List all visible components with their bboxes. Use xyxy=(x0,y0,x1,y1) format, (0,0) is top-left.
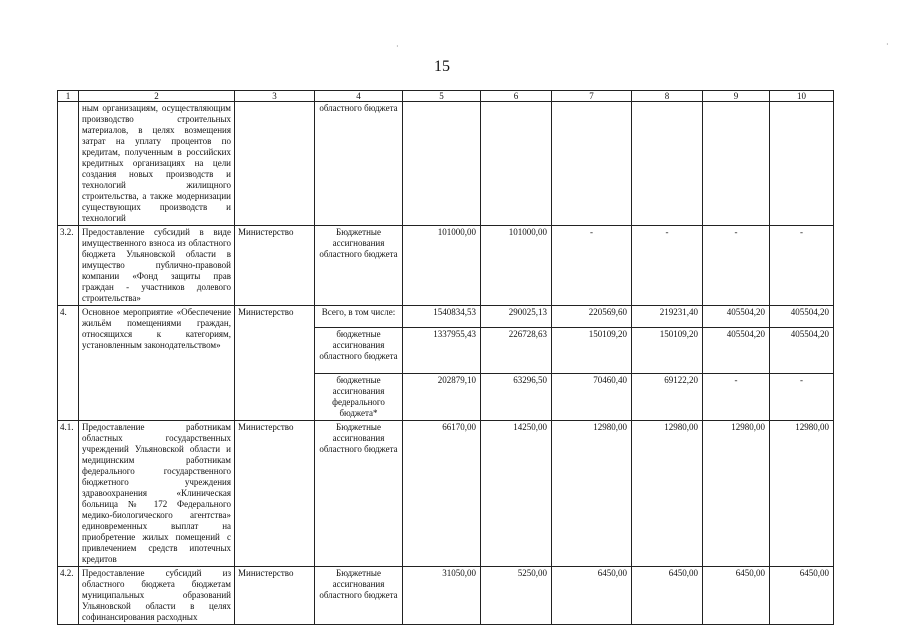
value-cell: 405504,20 xyxy=(703,306,770,328)
table-row xyxy=(58,306,834,328)
row-funding-source: Бюджетные ассигнования областного бюджета xyxy=(315,226,403,306)
value-cell: - xyxy=(703,226,770,306)
value-cell: - xyxy=(552,226,632,306)
value-cell: 219231,40 xyxy=(632,306,703,328)
row-executor xyxy=(235,102,315,226)
value-cell: 69122,20 xyxy=(632,374,703,421)
row-funding-source: областного бюджета xyxy=(315,102,403,226)
column-number: 1 xyxy=(58,91,79,102)
column-number: 7 xyxy=(552,91,632,102)
row-description: Основное мероприятие «Обеспечение жильём помещениями граждан, относящихся к категориям, установленным законодательством» xyxy=(79,306,235,421)
value-cell: 1540834,53 xyxy=(403,306,481,328)
value-cell: 150109,20 xyxy=(552,328,632,374)
value-cell: 6450,00 xyxy=(770,567,834,625)
value-cell: - xyxy=(703,374,770,421)
value-cell: 6450,00 xyxy=(703,567,770,625)
value-cell: 405504,20 xyxy=(703,328,770,374)
value-cell xyxy=(770,102,834,226)
column-number: 4 xyxy=(315,91,403,102)
value-cell: 101000,00 xyxy=(481,226,552,306)
row-description: Предоставление субсидий из областного бюджета бюджетам муниципальных образований Ульяновской области в целях софинансирования расходных xyxy=(79,567,235,625)
column-number: 6 xyxy=(481,91,552,102)
value-cell: 5250,00 xyxy=(481,567,552,625)
value-cell: 6450,00 xyxy=(632,567,703,625)
row-number: 4.2. xyxy=(58,567,79,625)
row-executor: Министерство xyxy=(235,567,315,625)
row-funding-source: Бюджетные ассигнования областного бюджета xyxy=(315,421,403,567)
value-cell: - xyxy=(770,226,834,306)
value-cell: 31050,00 xyxy=(403,567,481,625)
row-number: 4. xyxy=(58,306,79,421)
value-cell: 405504,20 xyxy=(770,306,834,328)
column-number: 9 xyxy=(703,91,770,102)
value-cell: 220569,60 xyxy=(552,306,632,328)
value-cell: 101000,00 xyxy=(403,226,481,306)
value-cell: - xyxy=(770,374,834,421)
table-row xyxy=(58,567,834,625)
page-number: 15 xyxy=(434,58,450,75)
value-cell xyxy=(552,102,632,226)
value-cell: 12980,00 xyxy=(770,421,834,567)
value-cell xyxy=(403,102,481,226)
value-cell: 6450,00 xyxy=(552,567,632,625)
scan-speck: · xyxy=(886,40,889,49)
value-cell xyxy=(703,102,770,226)
row-description: Предоставление субсидий в виде имущественного взноса из областного бюджета Ульяновской области в имущество публично-правовой компании «Фонд защиты прав граждан - участников долевого строительства» xyxy=(79,226,235,306)
column-number: 8 xyxy=(632,91,703,102)
value-cell: 202879,10 xyxy=(403,374,481,421)
value-cell: 12980,00 xyxy=(703,421,770,567)
column-number: 5 xyxy=(403,91,481,102)
row-funding-source: Всего, в том числе: xyxy=(315,306,403,328)
value-cell xyxy=(481,102,552,226)
row-executor: Министерство xyxy=(235,306,315,421)
value-cell: - xyxy=(632,226,703,306)
row-description: Предоставление работникам областных государственных учреждений Ульяновской области и медицинским работникам федерального государственного бюджетного учреждения здравоохранения «Клиническая больница № 172 Федерального медико-биологического агентства» единовременных выплат на приобретение жилых помещений с привлечением средств ипотечных кредитов xyxy=(79,421,235,567)
budget-table xyxy=(57,90,834,625)
value-cell: 405504,20 xyxy=(770,328,834,374)
value-cell: 226728,63 xyxy=(481,328,552,374)
column-number: 10 xyxy=(770,91,834,102)
row-description: ным организациям, осуществляющим производство строительных материалов, в целях возмещения затрат на уплату процентов по кредитам, полученным в российских кредитных организациях на цели создания новых производств и технологий жилищного строительства, а также модернизации существующих производств и технологий xyxy=(79,102,235,226)
row-funding-source: Бюджетные ассигнования областного бюджета xyxy=(315,567,403,625)
row-executor: Министерство xyxy=(235,226,315,306)
table-row xyxy=(58,226,834,306)
scan-speck: · xyxy=(396,42,399,51)
column-number: 3 xyxy=(235,91,315,102)
value-cell: 150109,20 xyxy=(632,328,703,374)
row-funding-source: бюджетные ассигнования областного бюджета xyxy=(315,328,403,374)
value-cell: 12980,00 xyxy=(552,421,632,567)
value-cell: 14250,00 xyxy=(481,421,552,567)
column-number: 2 xyxy=(79,91,235,102)
value-cell: 66170,00 xyxy=(403,421,481,567)
row-number xyxy=(58,102,79,226)
row-number: 3.2. xyxy=(58,226,79,306)
table-row xyxy=(58,421,834,567)
row-executor: Министерство xyxy=(235,421,315,567)
value-cell: 290025,13 xyxy=(481,306,552,328)
value-cell: 1337955,43 xyxy=(403,328,481,374)
value-cell xyxy=(632,102,703,226)
value-cell: 63296,50 xyxy=(481,374,552,421)
table-row xyxy=(58,102,834,226)
column-number-row xyxy=(58,91,834,102)
value-cell: 70460,40 xyxy=(552,374,632,421)
value-cell: 12980,00 xyxy=(632,421,703,567)
row-number: 4.1. xyxy=(58,421,79,567)
row-funding-source: бюджетные ассигнования федерального бюджета* xyxy=(315,374,403,421)
